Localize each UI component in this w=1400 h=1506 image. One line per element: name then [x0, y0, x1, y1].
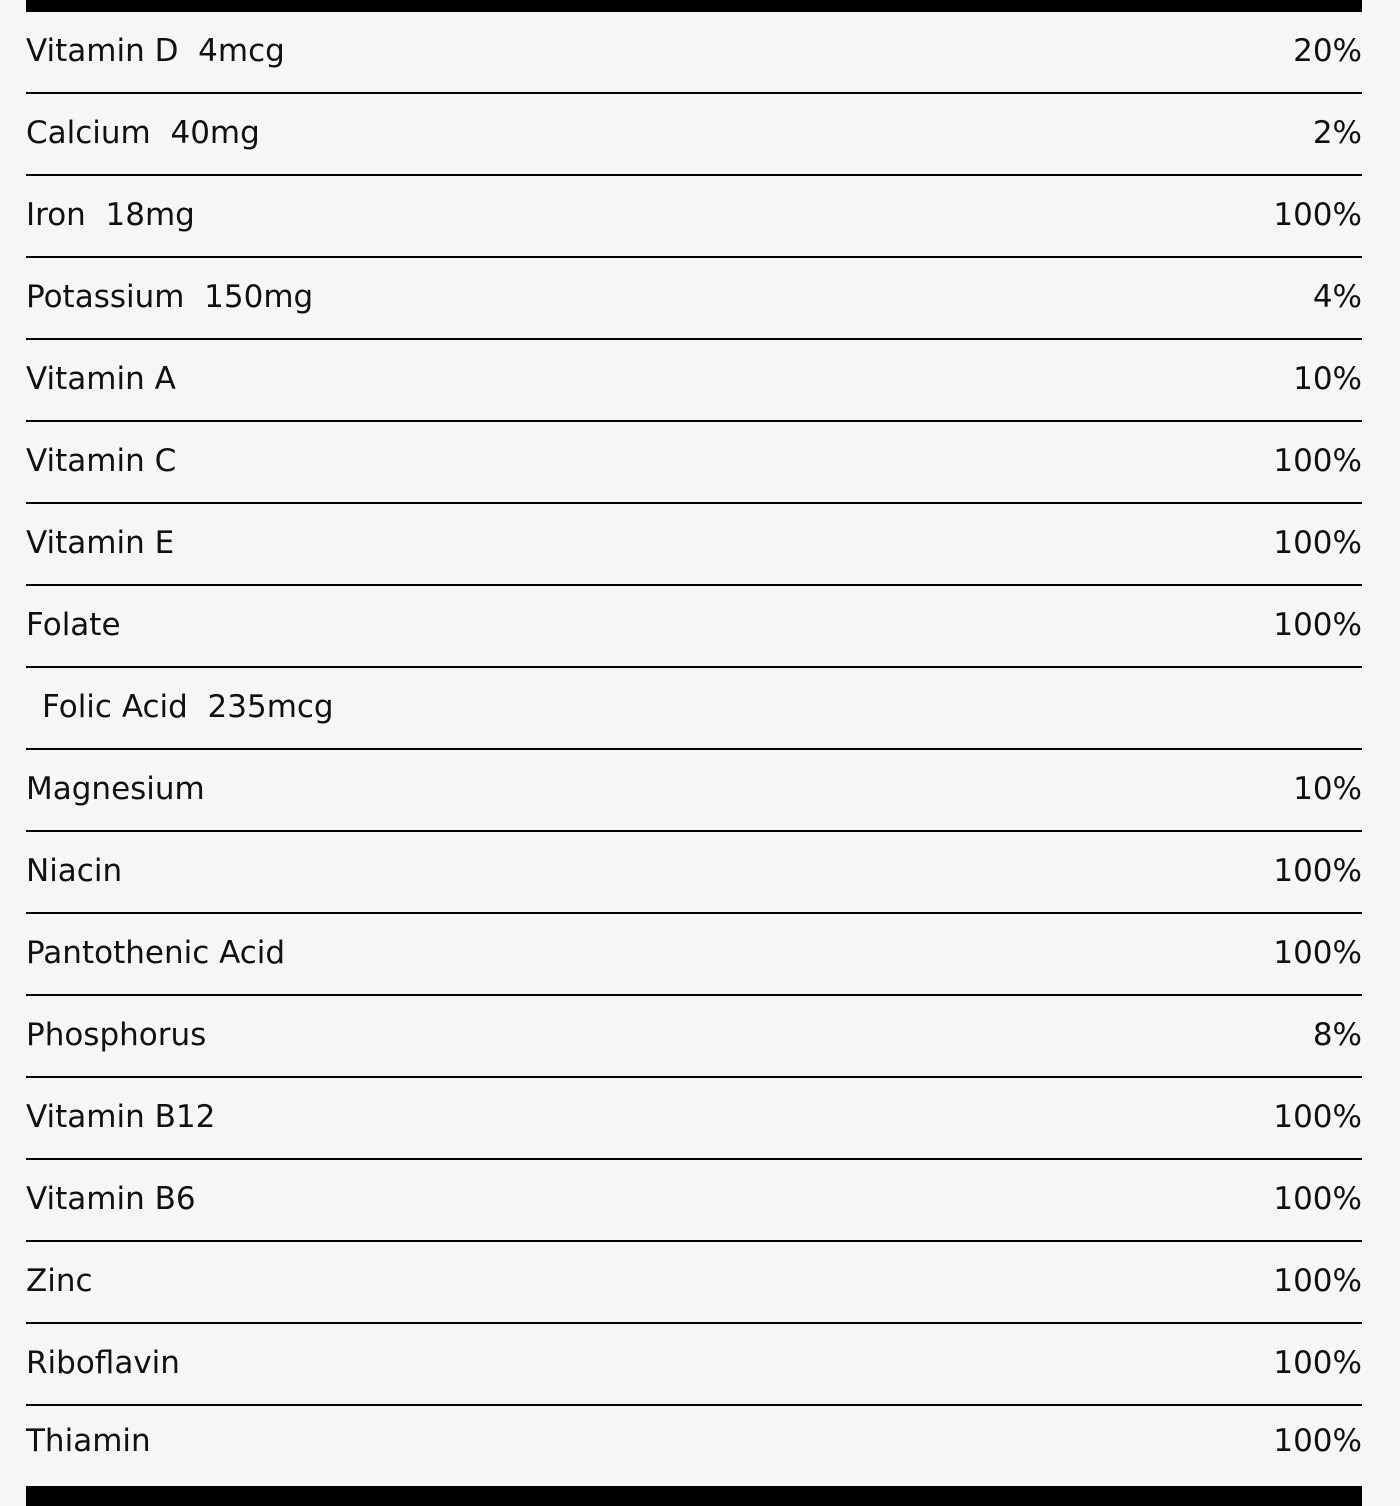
nutrient-row-vitamin-b6 [26, 1160, 1362, 1242]
nutrient-label: Vitamin B6 [26, 1180, 196, 1217]
nutrient-daily-value: 8% [1312, 1016, 1362, 1053]
nutrient-daily-value: 2% [1312, 114, 1362, 151]
nutrient-daily-value: 20% [1293, 32, 1362, 69]
nutrient-label: Calcium 40mg [26, 114, 260, 151]
nutrient-label: Potassium 150mg [26, 278, 314, 315]
nutrient-label: Vitamin D 4mcg [26, 32, 285, 69]
nutrient-daily-value: 100% [1273, 852, 1362, 889]
nutrient-daily-value: 100% [1273, 606, 1362, 643]
nutrient-row-vitamin-e [26, 504, 1362, 586]
nutrition-facts-panel [26, 0, 1362, 1506]
nutrient-daily-value: 10% [1293, 360, 1362, 397]
nutrient-label: Thiamin [26, 1422, 151, 1459]
nutrient-label: Pantothenic Acid [26, 934, 286, 971]
nutrient-label: Vitamin E [26, 524, 175, 561]
nutrient-label: Magnesium [26, 770, 205, 807]
nutrient-label: Vitamin A [26, 360, 176, 397]
nutrient-row-pantothenic-acid [26, 914, 1362, 996]
nutrient-label: Phosphorus [26, 1016, 207, 1053]
top-rule [26, 0, 1362, 12]
nutrient-daily-value: 10% [1293, 770, 1362, 807]
nutrient-daily-value: 100% [1273, 442, 1362, 479]
nutrient-label: Riboflavin [26, 1344, 180, 1381]
nutrient-daily-value: 100% [1273, 196, 1362, 233]
nutrient-label: Zinc [26, 1262, 93, 1299]
nutrient-label: Vitamin C [26, 442, 177, 479]
nutrient-label: Vitamin B12 [26, 1098, 216, 1135]
nutrient-row-niacin [26, 832, 1362, 914]
nutrient-daily-value: 100% [1273, 1180, 1362, 1217]
nutrient-daily-value: 100% [1273, 1098, 1362, 1135]
nutrient-daily-value: 100% [1273, 1422, 1362, 1459]
bottom-rule [26, 1486, 1362, 1506]
nutrient-row-vitamin-d [26, 12, 1362, 94]
nutrient-row-thiamin [26, 1406, 1362, 1476]
nutrient-row-vitamin-b12 [26, 1078, 1362, 1160]
nutrient-row-iron [26, 176, 1362, 258]
nutrient-row-riboflavin [26, 1324, 1362, 1406]
nutrient-list [26, 12, 1362, 1476]
nutrient-row-folic-acid [26, 668, 1362, 750]
nutrient-daily-value: 100% [1273, 524, 1362, 561]
nutrient-row-vitamin-a [26, 340, 1362, 422]
nutrient-row-phosphorus [26, 996, 1362, 1078]
nutrient-daily-value: 100% [1273, 1262, 1362, 1299]
nutrient-label: Iron 18mg [26, 196, 195, 233]
nutrient-row-calcium [26, 94, 1362, 176]
nutrient-label: Niacin [26, 852, 123, 889]
nutrient-row-folate [26, 586, 1362, 668]
nutrient-label: Folic Acid 235mcg [42, 688, 334, 725]
nutrient-daily-value: 100% [1273, 934, 1362, 971]
nutrient-daily-value: 100% [1273, 1344, 1362, 1381]
nutrient-row-vitamin-c [26, 422, 1362, 504]
nutrient-label: Folate [26, 606, 121, 643]
nutrient-daily-value: 4% [1312, 278, 1362, 315]
nutrient-row-zinc [26, 1242, 1362, 1324]
nutrient-row-magnesium [26, 750, 1362, 832]
nutrient-row-potassium [26, 258, 1362, 340]
